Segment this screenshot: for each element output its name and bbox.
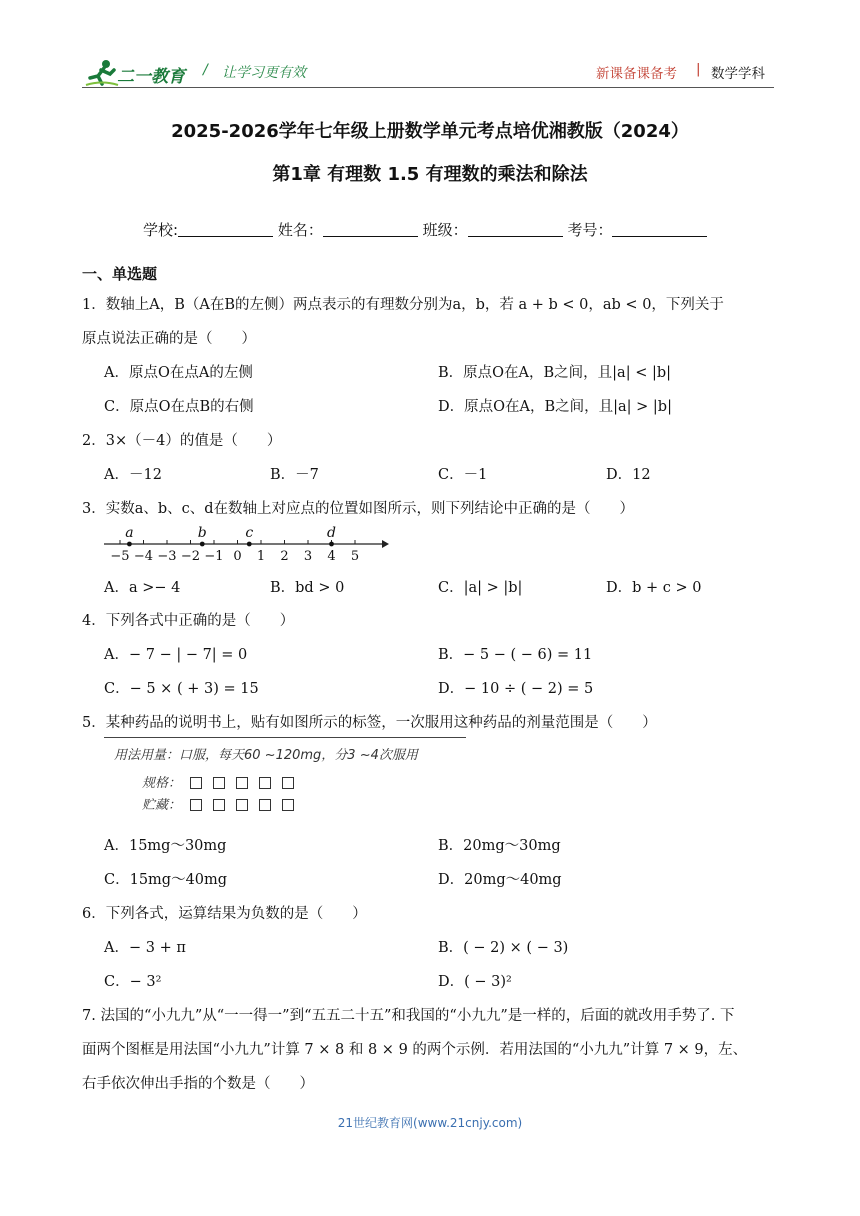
footer: 21世纪教育网(www.21cnjy.com) bbox=[337, 1116, 523, 1130]
question-6-option-a[interactable]: A．− 3 + π bbox=[104, 940, 186, 956]
question-3-stem: 3．实数a、b、c、d在数轴上对应点的位置如图所示，则下列结论中正确的是（ ） bbox=[82, 501, 635, 517]
logo-text: 二一教育 bbox=[117, 67, 185, 87]
question-1-option-c[interactable]: C．原点O在点B的右侧 bbox=[104, 399, 254, 415]
question-4-option-a[interactable]: A．− 7 − | − 7| = 0 bbox=[104, 647, 248, 663]
question-1-stem-line2: 原点说法正确的是（ ） bbox=[82, 331, 256, 347]
school-field[interactable] bbox=[178, 222, 273, 237]
point-d bbox=[329, 542, 334, 547]
name-label: 姓名： bbox=[277, 221, 323, 239]
section-heading: 一、单选题 bbox=[82, 265, 158, 283]
point-c bbox=[247, 542, 252, 547]
point-a bbox=[127, 542, 132, 547]
header-subject: 数学学科 bbox=[711, 66, 765, 82]
student-info bbox=[143, 219, 707, 240]
question-6-option-b[interactable]: B．( − 2) × ( − 3) bbox=[438, 940, 569, 956]
question-7-stem-line2: 面两个图框是用法国“小九九”计算 7 × 8 和 8 × 9 的两个示例．若用法国的“小九九”计算 7 × 9，左、 bbox=[82, 1042, 748, 1058]
class-label: 班级： bbox=[422, 221, 468, 239]
question-4-option-d[interactable]: D．− 10 ÷ ( − 2) = 5 bbox=[438, 681, 594, 697]
storage-boxes bbox=[190, 795, 305, 814]
medicine-label bbox=[104, 737, 466, 818]
question-7-stem-line3: 右手依次伸出手指的个数是（ ） bbox=[82, 1076, 314, 1092]
spec-boxes bbox=[190, 773, 305, 792]
page-subtitle: 第1章 有理数 1.5 有理数的乘法和除法 bbox=[272, 164, 588, 185]
question-4-option-b[interactable]: B．− 5 − ( − 6) = 11 bbox=[438, 647, 593, 663]
question-5-option-b[interactable]: B．20mg～30mg bbox=[438, 838, 561, 854]
question-3-option-d[interactable]: D．b + c > 0 bbox=[606, 580, 702, 596]
header-separator: | bbox=[696, 61, 701, 77]
question-3-option-b[interactable]: B．bd > 0 bbox=[270, 580, 345, 596]
tick-label: 2 bbox=[280, 549, 289, 562]
question-2-option-b[interactable]: B．－7 bbox=[270, 467, 319, 483]
name-field[interactable] bbox=[323, 222, 418, 237]
slogan: 让学习更有效 bbox=[222, 65, 306, 81]
number-line bbox=[100, 522, 390, 562]
question-4-option-c[interactable]: C．− 5 × ( + 3) = 15 bbox=[104, 681, 259, 697]
class-field[interactable] bbox=[468, 222, 563, 237]
tick-label: 5 bbox=[350, 549, 360, 562]
tick-label: 0 bbox=[233, 549, 242, 562]
logo bbox=[84, 58, 194, 88]
tick-label: 4 bbox=[327, 549, 336, 562]
question-5-option-a[interactable]: A．15mg～30mg bbox=[104, 838, 227, 854]
question-6-stem: 6．下列各式，运算结果为负数的是（ ） bbox=[82, 906, 367, 922]
question-1-stem-line1: 1．数轴上A，B（A在B的左侧）两点表示的有理数分别为a，b，若 a + b < 0，ab < 0，下列关于 bbox=[82, 297, 724, 313]
question-5-stem: 5．某种药品的说明书上，贴有如图所示的标签，一次服用这种药品的剂量范围是（ ） bbox=[82, 715, 657, 731]
point-b bbox=[200, 542, 205, 547]
question-1-option-a[interactable]: A．原点O在点A的左侧 bbox=[104, 365, 253, 381]
point-label-b: b bbox=[197, 525, 207, 541]
header-tag: 新课备课备考 bbox=[596, 66, 677, 82]
tick-label: 1 bbox=[256, 549, 266, 562]
question-6-option-d[interactable]: D．( − 3)² bbox=[438, 974, 512, 990]
header-rule bbox=[82, 87, 774, 88]
tick-label: −4 bbox=[133, 549, 154, 562]
point-label-a: a bbox=[125, 525, 134, 541]
question-4-stem: 4．下列各式中正确的是（ ） bbox=[82, 613, 295, 629]
question-1-option-b[interactable]: B．原点O在A，B之间，且|a| < |b| bbox=[438, 365, 672, 381]
tick-label: −5 bbox=[110, 549, 130, 562]
school-label: 学校: bbox=[143, 221, 179, 239]
tick-label: −2 bbox=[180, 549, 201, 562]
tick-label: 3 bbox=[303, 549, 313, 562]
question-3-option-c[interactable]: C．|a| > |b| bbox=[438, 580, 523, 596]
storage-label: 贮藏： bbox=[142, 798, 182, 813]
question-3-option-a[interactable]: A．a >− 4 bbox=[104, 580, 181, 596]
dosage-text: 用法用量：口服，每天60 ~120mg，分3 ~4次服用 bbox=[114, 748, 418, 763]
number-field[interactable] bbox=[612, 222, 707, 237]
question-7-stem-line1: 7. 法国的“小九九”从“一一得一”到“五五二十五”和我国的“小九九”是一样的，后面的就改用手势了. 下 bbox=[82, 1008, 735, 1024]
question-6-option-c[interactable]: C．− 3² bbox=[104, 974, 162, 990]
page-title: 2025-2026学年七年级上册数学单元考点培优湘教版（2024） bbox=[171, 121, 689, 142]
question-2-stem: 2．3×（－4）的值是（ ） bbox=[82, 433, 282, 449]
question-2-option-a[interactable]: A．－12 bbox=[104, 467, 162, 483]
question-5-option-d[interactable]: D．20mg～40mg bbox=[438, 872, 562, 888]
slogan-separator: / bbox=[203, 62, 208, 78]
question-5-option-c[interactable]: C．15mg～40mg bbox=[104, 872, 228, 888]
runner-icon bbox=[84, 58, 120, 88]
question-2-option-d[interactable]: D．12 bbox=[606, 467, 651, 483]
number-label: 考号： bbox=[567, 221, 613, 239]
tick-label: −3 bbox=[157, 549, 177, 562]
axis-arrow bbox=[382, 540, 389, 548]
tick-label: −1 bbox=[204, 549, 224, 562]
point-label-d: d bbox=[327, 525, 336, 541]
spec-label: 规格： bbox=[142, 776, 182, 791]
question-1-option-d[interactable]: D．原点O在A，B之间，且|a| > |b| bbox=[438, 399, 672, 415]
point-label-c: c bbox=[245, 525, 254, 541]
question-2-option-c[interactable]: C．－1 bbox=[438, 467, 488, 483]
